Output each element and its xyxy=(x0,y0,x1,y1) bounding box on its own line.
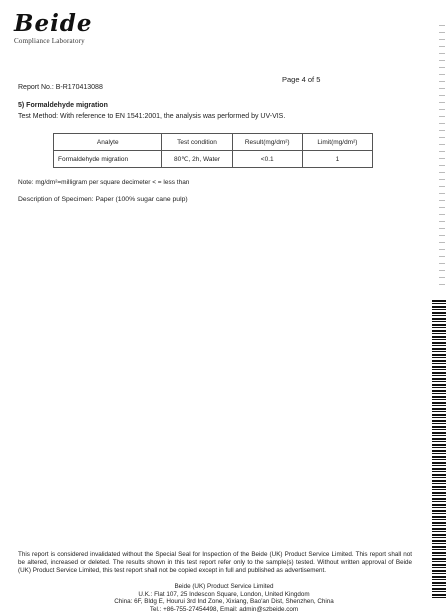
logo-subtitle: Compliance Laboratory xyxy=(14,37,93,45)
footer-china-address: China: 6F, Bldg E, Hourui 3rd Ind Zone, Xixiang, Bao'an Dist, Shenzhen, China xyxy=(0,598,448,606)
cell-analyte: Formaldehyde migration xyxy=(54,151,162,168)
logo-name: Beide xyxy=(14,12,93,36)
section-title: 5) Formaldehyde migration xyxy=(18,102,108,109)
footer-company: Beide (UK) Product Service Limited xyxy=(0,583,448,591)
company-logo xyxy=(14,12,93,45)
cell-test-condition: 80℃, 2h, Water xyxy=(162,151,232,168)
column-header-test-condition: Test condition xyxy=(162,134,232,151)
specimen-description: Description of Specimen: Paper (100% sugar cane pulp) xyxy=(18,196,188,203)
disclaimer-text: This report is considered invalidated without the Special Seal for Inspection of the Beide (UK) Product Service Limited. This report shall not be altered, increased or deleted. The results shown in this test report refer only to the sample(s) tested. Without written approval of Beide (UK) Product Service Limited, this test report shall not be copied except in full and published as advertisement. xyxy=(18,551,412,575)
cell-limit: 1 xyxy=(302,151,372,168)
scan-edge-marks xyxy=(439,25,445,285)
column-header-result: Result(mg/dm²) xyxy=(232,134,302,151)
footer-uk-address: U.K.: Flat 107, 25 Indescon Square, London, United Kingdom xyxy=(0,591,448,599)
page-number: Page 4 of 5 xyxy=(282,75,320,84)
table-row xyxy=(54,151,373,168)
column-header-limit: Limit(mg/dm²) xyxy=(302,134,372,151)
barcode-strip xyxy=(432,300,446,600)
footer-contact: Tel.: +86-755-27454498, Email: admin@szbeide.com xyxy=(0,606,448,613)
units-note: Note: mg/dm²=milligram per square decimeter < = less than xyxy=(18,179,189,186)
column-header-analyte: Analyte xyxy=(54,134,162,151)
report-number: Report No.: B-R170413088 xyxy=(18,84,103,91)
results-table xyxy=(53,133,373,168)
footer xyxy=(0,583,448,613)
table-header-row xyxy=(54,134,373,151)
test-method: Test Method: With reference to EN 1541:2001, the analysis was performed by UV-VIS. xyxy=(18,113,285,120)
cell-result: <0.1 xyxy=(232,151,302,168)
